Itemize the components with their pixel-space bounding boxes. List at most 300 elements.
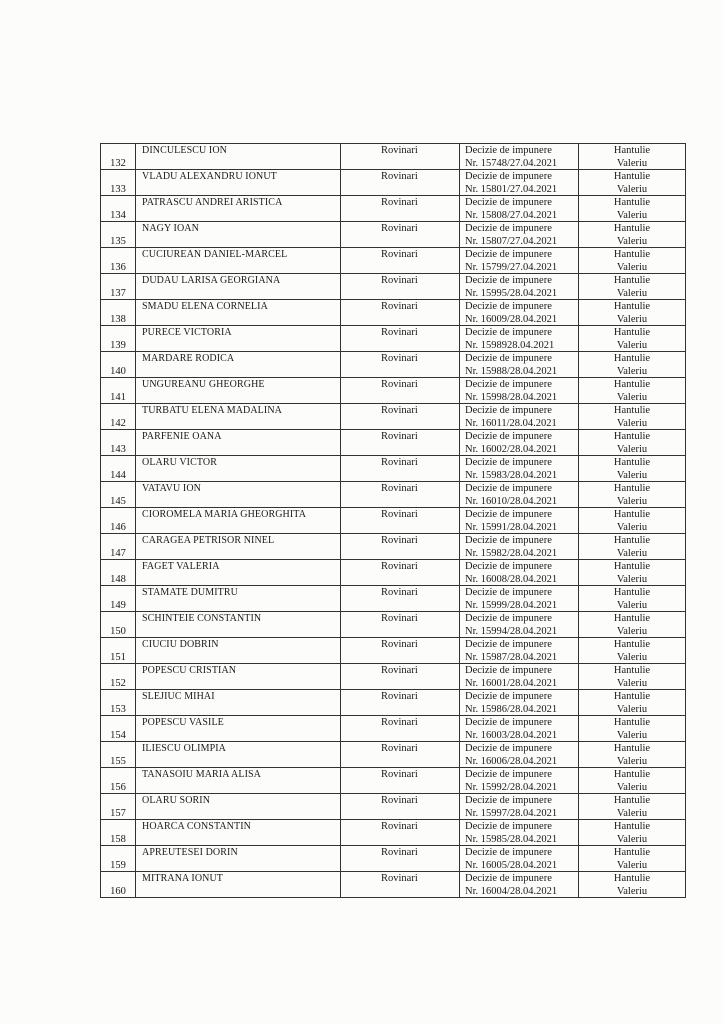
table-row	[101, 482, 686, 508]
person-name: POPESCU CRISTIAN	[142, 665, 237, 676]
locality-cell	[341, 196, 460, 222]
person-name: CARAGEA PETRISOR NINEL	[142, 535, 275, 546]
name-cell	[136, 534, 341, 560]
responsible-cell	[579, 794, 686, 820]
responsible-cell	[579, 820, 686, 846]
locality: Rovinari	[381, 639, 418, 650]
decision-cell	[460, 456, 579, 482]
responsible-surname: Hantulie	[613, 847, 651, 858]
locality: Rovinari	[381, 769, 418, 780]
decision-cell	[460, 716, 579, 742]
responsible-surname: Hantulie	[613, 405, 651, 416]
locality: Rovinari	[381, 457, 418, 468]
decision-type: Decizie de impunere	[465, 379, 552, 390]
decision-number: Nr. 15988/28.04.2021	[465, 365, 558, 377]
name-cell	[136, 170, 341, 196]
decision-number: Nr. 15987/28.04.2021	[465, 651, 558, 663]
locality: Rovinari	[381, 717, 418, 728]
table-row	[101, 846, 686, 872]
row-number: 140	[110, 366, 126, 377]
responsible-surname: Hantulie	[613, 171, 651, 182]
name-cell	[136, 274, 341, 300]
responsible-surname: Hantulie	[613, 145, 651, 156]
row-number: 158	[110, 834, 126, 845]
locality: Rovinari	[381, 379, 418, 390]
responsible-firstname: Valeriu	[616, 339, 648, 351]
locality: Rovinari	[381, 223, 418, 234]
decision-cell	[460, 612, 579, 638]
responsible-firstname: Valeriu	[616, 547, 648, 559]
responsible-surname: Hantulie	[613, 665, 651, 676]
person-name: APREUTESEI DORIN	[142, 847, 238, 858]
decision-cell	[460, 690, 579, 716]
responsible-cell	[579, 742, 686, 768]
responsible-cell	[579, 378, 686, 404]
decision-number: Nr. 16009/28.04.2021	[465, 313, 558, 325]
name-cell	[136, 560, 341, 586]
row-number-cell	[101, 248, 136, 274]
row-number-cell	[101, 326, 136, 352]
locality-cell	[341, 326, 460, 352]
row-number: 155	[110, 756, 126, 767]
name-cell	[136, 794, 341, 820]
responsible-surname: Hantulie	[613, 691, 651, 702]
name-cell	[136, 300, 341, 326]
table-row	[101, 742, 686, 768]
locality: Rovinari	[381, 405, 418, 416]
row-number: 143	[110, 444, 126, 455]
person-name: FAGET VALERIA	[142, 561, 220, 572]
table-row	[101, 690, 686, 716]
locality-cell	[341, 560, 460, 586]
row-number-cell	[101, 846, 136, 872]
person-name: PARFENIE OANA	[142, 431, 222, 442]
decision-number: Nr. 16011/28.04.2021	[465, 417, 557, 429]
person-name: STAMATE DUMITRU	[142, 587, 238, 598]
responsible-cell	[579, 534, 686, 560]
decision-number: Nr. 15982/28.04.2021	[465, 547, 558, 559]
decision-type: Decizie de impunere	[465, 613, 552, 624]
responsible-firstname: Valeriu	[616, 729, 648, 741]
locality-cell	[341, 690, 460, 716]
locality: Rovinari	[381, 821, 418, 832]
row-number-cell	[101, 196, 136, 222]
locality-cell	[341, 534, 460, 560]
responsible-cell	[579, 144, 686, 170]
person-name: TANASOIU MARIA ALISA	[142, 769, 261, 780]
table-row	[101, 456, 686, 482]
decision-type: Decizie de impunere	[465, 587, 552, 598]
responsible-firstname: Valeriu	[616, 157, 648, 169]
responsible-firstname: Valeriu	[616, 859, 648, 871]
locality: Rovinari	[381, 691, 418, 702]
table-row	[101, 794, 686, 820]
responsible-surname: Hantulie	[613, 613, 651, 624]
responsible-firstname: Valeriu	[616, 261, 648, 273]
responsible-cell	[579, 846, 686, 872]
responsible-cell	[579, 222, 686, 248]
decision-type: Decizie de impunere	[465, 509, 552, 520]
row-number: 134	[110, 210, 126, 221]
locality-cell	[341, 222, 460, 248]
row-number: 135	[110, 236, 126, 247]
responsible-cell	[579, 638, 686, 664]
row-number: 151	[110, 652, 126, 663]
decision-cell	[460, 508, 579, 534]
decision-cell	[460, 378, 579, 404]
table-row	[101, 716, 686, 742]
locality: Rovinari	[381, 197, 418, 208]
decision-cell	[460, 300, 579, 326]
decision-cell	[460, 872, 579, 898]
table-row	[101, 222, 686, 248]
decision-number: Nr. 16008/28.04.2021	[465, 573, 558, 585]
responsible-cell	[579, 664, 686, 690]
responsible-cell	[579, 274, 686, 300]
row-number: 156	[110, 782, 126, 793]
locality-cell	[341, 378, 460, 404]
row-number: 150	[110, 626, 126, 637]
name-cell	[136, 716, 341, 742]
decision-type: Decizie de impunere	[465, 483, 552, 494]
decision-type: Decizie de impunere	[465, 821, 552, 832]
row-number: 132	[110, 158, 126, 169]
person-name: SCHINTEIE CONSTANTIN	[142, 613, 262, 624]
decision-type: Decizie de impunere	[465, 301, 552, 312]
locality: Rovinari	[381, 249, 418, 260]
row-number-cell	[101, 768, 136, 794]
person-name: DINCULESCU ION	[142, 145, 228, 156]
responsible-firstname: Valeriu	[616, 495, 648, 507]
decisions-table	[100, 143, 686, 898]
responsible-firstname: Valeriu	[616, 781, 648, 793]
decision-number: Nr. 15999/28.04.2021	[465, 599, 558, 611]
locality: Rovinari	[381, 431, 418, 442]
row-number-cell	[101, 352, 136, 378]
name-cell	[136, 612, 341, 638]
locality: Rovinari	[381, 587, 418, 598]
person-name: OLARU SORIN	[142, 795, 211, 806]
row-number: 141	[110, 392, 126, 403]
locality: Rovinari	[381, 743, 418, 754]
locality-cell	[341, 482, 460, 508]
responsible-firstname: Valeriu	[616, 313, 648, 325]
decision-number: Nr. 15995/28.04.2021	[465, 287, 558, 299]
decision-cell	[460, 534, 579, 560]
locality-cell	[341, 248, 460, 274]
decision-type: Decizie de impunere	[465, 561, 552, 572]
responsible-firstname: Valeriu	[616, 365, 648, 377]
decision-cell	[460, 638, 579, 664]
row-number: 138	[110, 314, 126, 325]
table-row	[101, 534, 686, 560]
responsible-firstname: Valeriu	[616, 287, 648, 299]
person-name: TURBATU ELENA MADALINA	[142, 405, 282, 416]
decision-number: Nr. 15998/28.04.2021	[465, 391, 558, 403]
row-number: 145	[110, 496, 126, 507]
decision-cell	[460, 846, 579, 872]
responsible-surname: Hantulie	[613, 535, 651, 546]
name-cell	[136, 664, 341, 690]
row-number: 148	[110, 574, 126, 585]
responsible-surname: Hantulie	[613, 301, 651, 312]
responsible-surname: Hantulie	[613, 509, 651, 520]
decision-number: Nr. 1598928.04.2021	[465, 339, 555, 351]
decision-type: Decizie de impunere	[465, 535, 552, 546]
responsible-surname: Hantulie	[613, 587, 651, 598]
row-number-cell	[101, 274, 136, 300]
decision-number: Nr. 16006/28.04.2021	[465, 755, 558, 767]
row-number-cell	[101, 716, 136, 742]
locality-cell	[341, 872, 460, 898]
name-cell	[136, 352, 341, 378]
locality: Rovinari	[381, 873, 418, 884]
responsible-firstname: Valeriu	[616, 651, 648, 663]
name-cell	[136, 820, 341, 846]
row-number-cell	[101, 742, 136, 768]
responsible-surname: Hantulie	[613, 769, 651, 780]
locality: Rovinari	[381, 171, 418, 182]
decision-type: Decizie de impunere	[465, 795, 552, 806]
table-row	[101, 586, 686, 612]
name-cell	[136, 872, 341, 898]
decision-number: Nr. 16002/28.04.2021	[465, 443, 558, 455]
responsible-firstname: Valeriu	[616, 209, 648, 221]
responsible-surname: Hantulie	[613, 717, 651, 728]
row-number: 153	[110, 704, 126, 715]
locality: Rovinari	[381, 483, 418, 494]
decision-type: Decizie de impunere	[465, 353, 552, 364]
row-number-cell	[101, 794, 136, 820]
responsible-surname: Hantulie	[613, 457, 651, 468]
responsible-surname: Hantulie	[613, 431, 651, 442]
decision-number: Nr. 16005/28.04.2021	[465, 859, 558, 871]
locality-cell	[341, 612, 460, 638]
decision-type: Decizie de impunere	[465, 743, 552, 754]
decision-cell	[460, 352, 579, 378]
responsible-surname: Hantulie	[613, 483, 651, 494]
table-row	[101, 352, 686, 378]
responsible-cell	[579, 430, 686, 456]
locality: Rovinari	[381, 795, 418, 806]
responsible-firstname: Valeriu	[616, 573, 648, 585]
row-number: 146	[110, 522, 126, 533]
row-number-cell	[101, 638, 136, 664]
decision-type: Decizie de impunere	[465, 275, 552, 286]
row-number: 152	[110, 678, 126, 689]
name-cell	[136, 222, 341, 248]
responsible-cell	[579, 248, 686, 274]
decision-number: Nr. 15983/28.04.2021	[465, 469, 558, 481]
decision-type: Decizie de impunere	[465, 405, 552, 416]
responsible-cell	[579, 170, 686, 196]
row-number-cell	[101, 664, 136, 690]
locality-cell	[341, 768, 460, 794]
name-cell	[136, 196, 341, 222]
table-row	[101, 820, 686, 846]
locality-cell	[341, 794, 460, 820]
row-number-cell	[101, 300, 136, 326]
decision-type: Decizie de impunere	[465, 457, 552, 468]
decision-type: Decizie de impunere	[465, 223, 552, 234]
decision-cell	[460, 768, 579, 794]
decision-cell	[460, 560, 579, 586]
locality: Rovinari	[381, 847, 418, 858]
decision-cell	[460, 794, 579, 820]
responsible-surname: Hantulie	[613, 795, 651, 806]
responsible-firstname: Valeriu	[616, 807, 648, 819]
locality-cell	[341, 742, 460, 768]
table-row	[101, 300, 686, 326]
table-row	[101, 612, 686, 638]
person-name: NAGY IOAN	[142, 223, 199, 234]
decision-type: Decizie de impunere	[465, 847, 552, 858]
responsible-cell	[579, 872, 686, 898]
decision-type: Decizie de impunere	[465, 327, 552, 338]
name-cell	[136, 326, 341, 352]
decision-cell	[460, 248, 579, 274]
locality: Rovinari	[381, 509, 418, 520]
table-row	[101, 404, 686, 430]
row-number-cell	[101, 222, 136, 248]
decision-cell	[460, 196, 579, 222]
decision-number: Nr. 15985/28.04.2021	[465, 833, 558, 845]
decision-number: Nr. 16004/28.04.2021	[465, 885, 558, 897]
name-cell	[136, 690, 341, 716]
responsible-firstname: Valeriu	[616, 183, 648, 195]
decision-type: Decizie de impunere	[465, 873, 552, 884]
responsible-firstname: Valeriu	[616, 885, 648, 897]
decision-cell	[460, 430, 579, 456]
decision-cell	[460, 664, 579, 690]
decision-type: Decizie de impunere	[465, 691, 552, 702]
decision-cell	[460, 326, 579, 352]
locality-cell	[341, 300, 460, 326]
decision-cell	[460, 742, 579, 768]
row-number-cell	[101, 586, 136, 612]
row-number: 137	[110, 288, 126, 299]
responsible-firstname: Valeriu	[616, 521, 648, 533]
row-number: 159	[110, 860, 126, 871]
decision-number: Nr. 15994/28.04.2021	[465, 625, 558, 637]
locality-cell	[341, 430, 460, 456]
locality: Rovinari	[381, 353, 418, 364]
locality: Rovinari	[381, 301, 418, 312]
row-number-cell	[101, 404, 136, 430]
table-row	[101, 638, 686, 664]
name-cell	[136, 456, 341, 482]
table-row	[101, 664, 686, 690]
responsible-firstname: Valeriu	[616, 833, 648, 845]
decision-number: Nr. 15748/27.04.2021	[465, 157, 558, 169]
locality: Rovinari	[381, 613, 418, 624]
locality-cell	[341, 352, 460, 378]
person-name: PURECE VICTORIA	[142, 327, 232, 338]
table-row	[101, 872, 686, 898]
responsible-firstname: Valeriu	[616, 703, 648, 715]
row-number-cell	[101, 456, 136, 482]
decision-type: Decizie de impunere	[465, 769, 552, 780]
responsible-surname: Hantulie	[613, 249, 651, 260]
person-name: VLADU ALEXANDRU IONUT	[142, 171, 277, 182]
table-row	[101, 248, 686, 274]
locality: Rovinari	[381, 535, 418, 546]
locality-cell	[341, 638, 460, 664]
responsible-surname: Hantulie	[613, 327, 651, 338]
name-cell	[136, 508, 341, 534]
responsible-surname: Hantulie	[613, 639, 651, 650]
responsible-firstname: Valeriu	[616, 755, 648, 767]
decision-type: Decizie de impunere	[465, 431, 552, 442]
responsible-surname: Hantulie	[613, 873, 651, 884]
table-row	[101, 144, 686, 170]
decision-number: Nr. 15997/28.04.2021	[465, 807, 558, 819]
locality-cell	[341, 664, 460, 690]
table-row	[101, 768, 686, 794]
responsible-firstname: Valeriu	[616, 625, 648, 637]
row-number: 136	[110, 262, 126, 273]
row-number: 142	[110, 418, 126, 429]
decision-cell	[460, 820, 579, 846]
decision-cell	[460, 170, 579, 196]
responsible-cell	[579, 586, 686, 612]
decision-type: Decizie de impunere	[465, 249, 552, 260]
row-number-cell	[101, 508, 136, 534]
locality-cell	[341, 716, 460, 742]
person-name: SLEJIUC MIHAI	[142, 691, 215, 702]
responsible-cell	[579, 196, 686, 222]
decision-cell	[460, 222, 579, 248]
row-number-cell	[101, 560, 136, 586]
name-cell	[136, 768, 341, 794]
row-number: 133	[110, 184, 126, 195]
table-row	[101, 170, 686, 196]
decision-number: Nr. 15991/28.04.2021	[465, 521, 558, 533]
responsible-cell	[579, 560, 686, 586]
name-cell	[136, 586, 341, 612]
decision-cell	[460, 274, 579, 300]
row-number-cell	[101, 144, 136, 170]
name-cell	[136, 144, 341, 170]
name-cell	[136, 404, 341, 430]
decision-number: Nr. 15801/27.04.2021	[465, 183, 558, 195]
locality-cell	[341, 820, 460, 846]
decision-cell	[460, 144, 579, 170]
name-cell	[136, 846, 341, 872]
locality-cell	[341, 456, 460, 482]
person-name: HOARCA CONSTANTIN	[142, 821, 251, 832]
responsible-surname: Hantulie	[613, 821, 651, 832]
row-number: 139	[110, 340, 126, 351]
decision-type: Decizie de impunere	[465, 639, 552, 650]
locality: Rovinari	[381, 145, 418, 156]
responsible-cell	[579, 508, 686, 534]
person-name: MITRANA IONUT	[142, 873, 224, 884]
person-name: OLARU VICTOR	[142, 457, 218, 468]
decision-number: Nr. 15807/27.04.2021	[465, 235, 558, 247]
responsible-cell	[579, 612, 686, 638]
row-number-cell	[101, 690, 136, 716]
person-name: SMADU ELENA CORNELIA	[142, 301, 268, 312]
person-name: DUDAU LARISA GEORGIANA	[142, 275, 281, 286]
locality: Rovinari	[381, 561, 418, 572]
responsible-surname: Hantulie	[613, 561, 651, 572]
person-name: MARDARE RODICA	[142, 353, 235, 364]
decision-type: Decizie de impunere	[465, 665, 552, 676]
row-number: 144	[110, 470, 126, 481]
responsible-cell	[579, 716, 686, 742]
locality-cell	[341, 508, 460, 534]
